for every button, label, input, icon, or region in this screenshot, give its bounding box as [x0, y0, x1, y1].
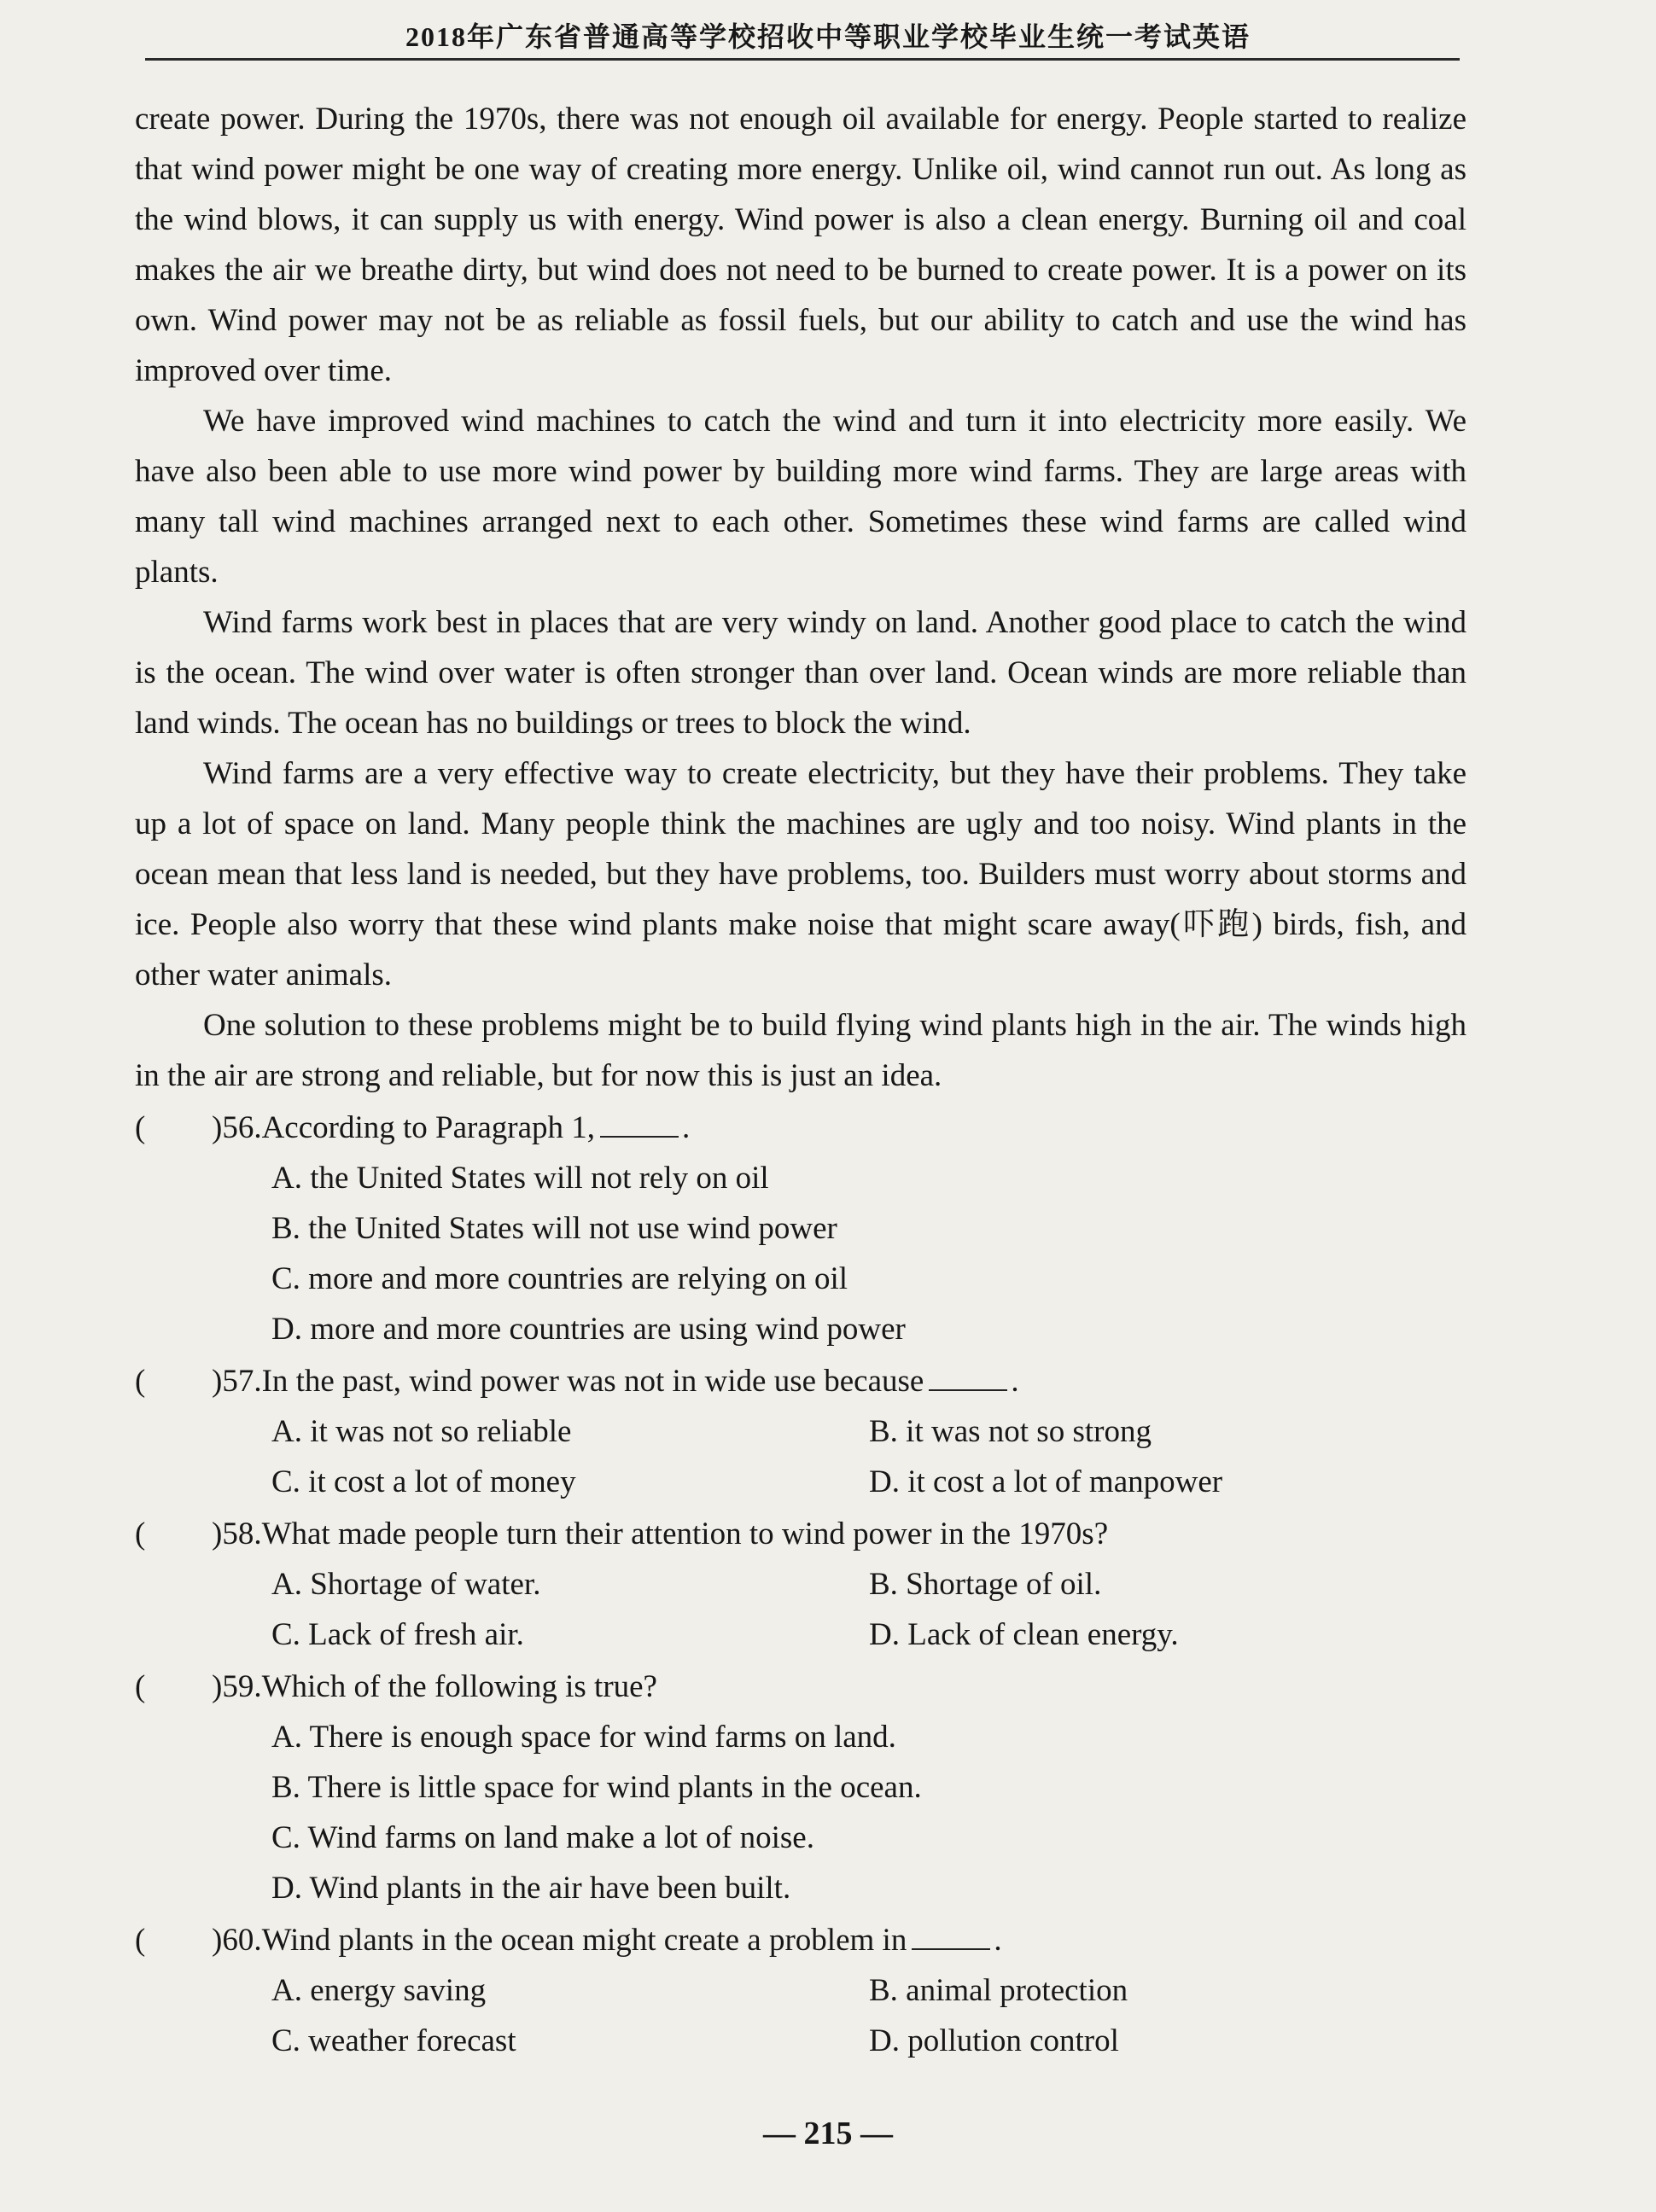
- answer-paren[interactable]: (: [135, 1669, 146, 1704]
- option-c: C. Wind farms on land make a lot of noise.: [271, 1820, 814, 1855]
- header-divider: [145, 58, 1460, 61]
- option-d: D. pollution control: [869, 2023, 1119, 2058]
- question-end-punct: .: [1011, 1364, 1019, 1399]
- question-stem: [135, 1509, 1466, 1559]
- option-a: A. it was not so reliable: [271, 1414, 572, 1449]
- page-header-title: 2018年广东省普通高等学校招收中等职业学校毕业生统一考试英语: [405, 21, 1251, 52]
- question-number: )56.: [212, 1110, 262, 1145]
- page-number: — 215 —: [763, 2116, 893, 2151]
- passage-paragraph-5: One solution to these problems might be to build flying wind plants high in the air. The winds high in the air are strong and reliable, but for now this is just an idea.: [135, 1008, 1466, 1093]
- question-56: [135, 1103, 1466, 1354]
- option-c: C. Lack of fresh air.: [271, 1617, 524, 1652]
- question-58: [135, 1509, 1466, 1660]
- option-a: A. Shortage of water.: [271, 1567, 541, 1602]
- option-c: C. weather forecast: [271, 2023, 516, 2058]
- passage-paragraph-1: create power. During the 1970s, there was not enough oil available for energy. People started to realize that wind power might be one way of creating more energy. Unlike oil, wind cannot run out. As long as the wind blows, it can supply us with energy. Wind power is also a clean energy. Burning oil and coal makes the air we breathe dirty, but wind does not need to be burned to create power. It is a power on its own. Wind power may not be as reliable as fossil fuels, but our ability to catch and use the wind has improved over time.: [135, 102, 1466, 388]
- answer-blank[interactable]: [912, 1923, 990, 1950]
- question-text: What made people turn their attention to wind power in the 1970s?: [261, 1516, 1109, 1551]
- question-text: Which of the following is true?: [261, 1669, 657, 1704]
- option-b: B. it was not so strong: [869, 1414, 1152, 1449]
- page-content: [135, 94, 1466, 2066]
- option-b: B. There is little space for wind plants in the ocean.: [271, 1770, 922, 1805]
- answer-paren[interactable]: (: [135, 1516, 146, 1551]
- option-b: B. Shortage of oil.: [869, 1567, 1102, 1602]
- option-c: C. more and more countries are relying on oil: [271, 1261, 848, 1296]
- question-text: According to Paragraph 1,: [261, 1110, 596, 1145]
- option-b: B. the United States will not use wind power: [271, 1211, 837, 1246]
- question-text: Wind plants in the ocean might create a problem in: [261, 1923, 907, 1958]
- option-d: D. Wind plants in the air have been built.: [271, 1871, 791, 1906]
- question-stem: [135, 1103, 1466, 1153]
- answer-blank[interactable]: [929, 1364, 1007, 1391]
- question-number: )58.: [212, 1516, 262, 1551]
- question-stem: [135, 1662, 1466, 1712]
- option-a: A. the United States will not rely on oil: [271, 1161, 769, 1196]
- question-60: [135, 1915, 1466, 2066]
- option-list: [135, 1153, 1466, 1354]
- question-59: [135, 1662, 1466, 1913]
- question-end-punct: .: [994, 1923, 1002, 1958]
- passage-paragraph-4: Wind farms are a very effective way to create electricity, but they have their problems. They take up a lot of space on land. Many people think the machines are ugly and too noisy. Wind plants in the ocean mean that less land is needed, but they have problems, too. Builders must worry about storms and ice. People also worry that these wind plants make noise that might scare away(吓跑) birds, fish, and other water animals.: [135, 756, 1466, 992]
- question-end-punct: .: [682, 1110, 691, 1145]
- option-c: C. it cost a lot of money: [271, 1464, 576, 1499]
- option-d: D. Lack of clean energy.: [869, 1617, 1179, 1652]
- question-number: )59.: [212, 1669, 262, 1704]
- question-stem: [135, 1356, 1466, 1406]
- question-text: In the past, wind power was not in wide use because: [261, 1364, 924, 1399]
- question-number: )57.: [212, 1364, 262, 1399]
- option-list: [135, 1965, 1466, 2066]
- passage-paragraph-2: We have improved wind machines to catch the wind and turn it into electricity more easily. We have also been able to use more wind power by building more wind farms. They are large areas with many tall wind machines arranged next to each other. Sometimes these wind farms are called wind plants.: [135, 404, 1466, 590]
- option-a: A. There is enough space for wind farms on land.: [271, 1720, 896, 1755]
- option-d: D. it cost a lot of manpower: [869, 1464, 1223, 1499]
- option-list: [135, 1406, 1466, 1507]
- option-b: B. animal protection: [869, 1973, 1128, 2008]
- option-d: D. more and more countries are using wind power: [271, 1312, 906, 1347]
- passage-paragraph-3: Wind farms work best in places that are very windy on land. Another good place to catch the wind is the ocean. The wind over water is often stronger than over land. Ocean winds are more reliable than land winds. The ocean has no buildings or trees to block the wind.: [135, 605, 1466, 741]
- answer-blank[interactable]: [600, 1110, 679, 1138]
- answer-paren[interactable]: (: [135, 1364, 146, 1399]
- option-a: A. energy saving: [271, 1973, 487, 2008]
- answer-paren[interactable]: (: [135, 1110, 146, 1145]
- answer-paren[interactable]: (: [135, 1923, 146, 1958]
- option-list: [135, 1559, 1466, 1660]
- option-list: [135, 1712, 1466, 1913]
- question-stem: [135, 1915, 1466, 1965]
- question-57: [135, 1356, 1466, 1507]
- question-number: )60.: [212, 1923, 262, 1958]
